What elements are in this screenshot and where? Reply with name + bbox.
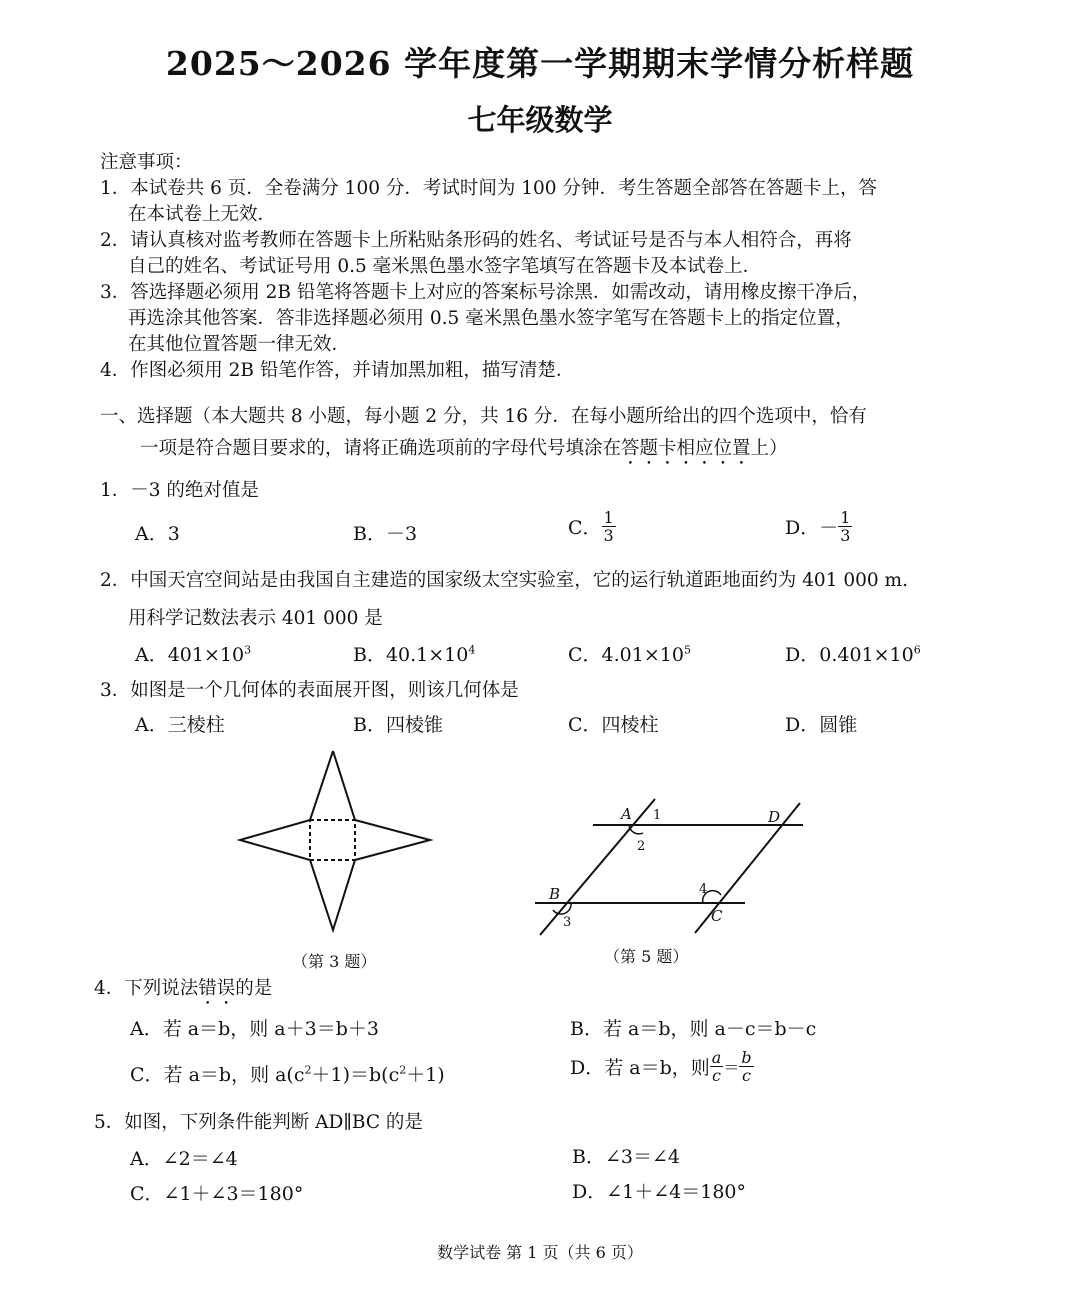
q1-option-d-fraction xyxy=(838,509,852,544)
q3-option-b: B．四棱锥 xyxy=(353,714,443,736)
q2-b-exp: 4 xyxy=(468,643,476,657)
q4-d-fraction-1 xyxy=(710,1049,724,1084)
q1-stem: 1．－3 的绝对值是 xyxy=(100,480,259,501)
page-subtitle: 七年级数学 xyxy=(467,103,613,137)
q5-option-c: C．∠1＋∠3＝180° xyxy=(130,1183,304,1205)
q4-d-den-2: c xyxy=(741,1066,751,1085)
q1-option-c-fraction xyxy=(602,509,616,544)
q4-c-exp-2: 2 xyxy=(399,1063,407,1077)
q3-stem: 3．如图是一个几何体的表面展开图，则该几何体是 xyxy=(100,680,519,701)
q2-option-c xyxy=(568,640,691,667)
notice-item-3: 3．答选择题必须用 2B 铅笔将答题卡上对应的答案标号涂黑．如需改动，请用橡皮擦干净后， xyxy=(100,282,871,303)
label-b: B xyxy=(549,885,561,903)
q1-option-d xyxy=(785,509,852,544)
notice-item-1: 1．本试卷共 6 页．全卷满分 100 分．考试时间为 100 分钟．考生答题全部答在答题卡上，答 xyxy=(100,178,877,199)
q4-d-num-2: b xyxy=(741,1048,752,1067)
page-title: 2025～2026 学年度第一学期期末学情分析样题 xyxy=(165,44,915,83)
section-1-instructions xyxy=(140,436,788,469)
q4-option-d xyxy=(570,1049,754,1084)
figure-5-diagram xyxy=(525,795,815,940)
q4-option-b: B．若 a＝b，则 a－c＝b－c xyxy=(570,1018,817,1040)
notice-item-3-cont2: 在其他位置答题一律无效． xyxy=(128,334,351,355)
section-1-instr-emphasis: 答题卡相应位置 xyxy=(621,438,751,459)
q3-option-a: A．三棱柱 xyxy=(135,714,225,736)
section-1-instr-c: 上） xyxy=(750,438,788,459)
q2-c-base: C．4.01×10 xyxy=(568,644,684,666)
section-1-heading: 一、选择题（本大题共 8 小题，每小题 2 分，共 16 分．在每小题所给出的四个选项中，恰有 xyxy=(100,406,867,427)
q4-c-exp-1: 2 xyxy=(304,1063,312,1077)
q1-option-c-label: C． xyxy=(568,517,602,539)
q1-option-b: B．－3 xyxy=(353,523,418,545)
label-1: 1 xyxy=(653,808,662,823)
q4-d-eq: ＝ xyxy=(723,1058,740,1077)
q1-option-d-label: D．－ xyxy=(785,517,839,539)
label-3: 3 xyxy=(563,915,572,930)
q2-d-base: D．0.401×10 xyxy=(785,644,914,666)
figure-3-pyramid-net xyxy=(230,745,440,945)
label-4: 4 xyxy=(699,882,708,897)
notice-item-3-cont: 再选涂其他答案．答非选择题必须用 0.5 毫米黑色墨水签字笔写在答题卡上的指定位置， xyxy=(128,308,854,329)
q4-c-post: ＋1) xyxy=(406,1064,445,1086)
notice-item-4: 4．作图必须用 2B 铅笔作答，并请加黑加粗，描写清楚． xyxy=(100,360,575,381)
q1-option-c xyxy=(568,509,616,544)
q1-c-num: 1 xyxy=(603,508,614,527)
page-footer: 数学试卷 第 1 页（共 6 页） xyxy=(437,1243,643,1262)
notice-item-2-cont: 自己的姓名、考试证号用 0.5 毫米黑色墨水签字笔填写在答题卡及本试卷上． xyxy=(128,256,762,277)
notice-item-2: 2．请认真核对监考教师在答题卡上所粘贴条形码的姓名、考试证号是否与本人相符合，再将 xyxy=(100,230,852,251)
q4-c-pre: C．若 a＝b，则 a(c xyxy=(130,1064,305,1086)
notice-heading: 注意事项： xyxy=(100,152,193,173)
line-ab xyxy=(540,799,655,935)
q4-stem-a: 4．下列说法 xyxy=(94,978,199,999)
notice-item-1-cont: 在本试卷上无效． xyxy=(128,204,277,225)
q2-d-exp: 6 xyxy=(913,643,921,657)
q4-d-fraction-2 xyxy=(739,1049,753,1084)
q3-option-c: C．四棱柱 xyxy=(568,714,659,736)
label-a: A xyxy=(621,805,632,823)
q2-a-exp: 3 xyxy=(244,643,252,657)
label-d: D xyxy=(768,808,781,826)
q1-d-den: 3 xyxy=(840,526,851,545)
q5-option-b: B．∠3＝∠4 xyxy=(572,1146,680,1168)
q4-d-den-1: c xyxy=(712,1066,722,1085)
q5-option-a: A．∠2＝∠4 xyxy=(130,1148,238,1170)
q4-c-mid: ＋1)＝b(c xyxy=(311,1064,400,1086)
q4-d-num-1: a xyxy=(711,1048,722,1067)
section-1-instr-a: 一项是符合题目要求的，请将正确选项前的字母代号填涂在 xyxy=(140,438,622,459)
q2-b-base: B．40.1×10 xyxy=(353,644,469,666)
q3-option-d: D．圆锥 xyxy=(785,714,858,736)
q1-c-den: 3 xyxy=(603,526,614,545)
q4-stem-emphasis: 错误 xyxy=(198,978,236,999)
q2-stem: 2．中国天宫空间站是由我国自主建造的国家级太空实验室，它的运行轨道距地面约为 401 000 m. xyxy=(100,570,908,591)
figure-5-caption: （第 5 题） xyxy=(604,947,689,966)
q5-stem: 5．如图，下列条件能判断 AD∥BC 的是 xyxy=(94,1112,423,1133)
net-outline xyxy=(240,751,430,930)
q4-option-a: A．若 a＝b，则 a＋3＝b＋3 xyxy=(130,1018,379,1040)
label-c: C xyxy=(711,907,723,925)
q2-a-base: A．401×10 xyxy=(135,644,245,666)
q4-option-c xyxy=(130,1060,445,1087)
q1-option-a: A．3 xyxy=(135,523,180,545)
figure-3-caption: （第 3 题） xyxy=(292,952,377,971)
net-base-square xyxy=(310,820,355,860)
q2-option-b xyxy=(353,640,475,667)
q2-option-a xyxy=(135,640,251,667)
q1-d-num: 1 xyxy=(840,508,851,527)
q5-option-d: D．∠1＋∠4＝180° xyxy=(572,1181,747,1203)
q4-d-pre: D．若 a＝b，则 xyxy=(570,1057,710,1079)
label-2: 2 xyxy=(637,839,646,854)
q2-c-exp: 5 xyxy=(683,643,691,657)
q4-stem-c: 的是 xyxy=(235,978,273,999)
q2-option-d xyxy=(785,640,921,667)
q4-stem xyxy=(94,976,272,1009)
q2-stem-cont: 用科学记数法表示 401 000 是 xyxy=(128,608,383,629)
